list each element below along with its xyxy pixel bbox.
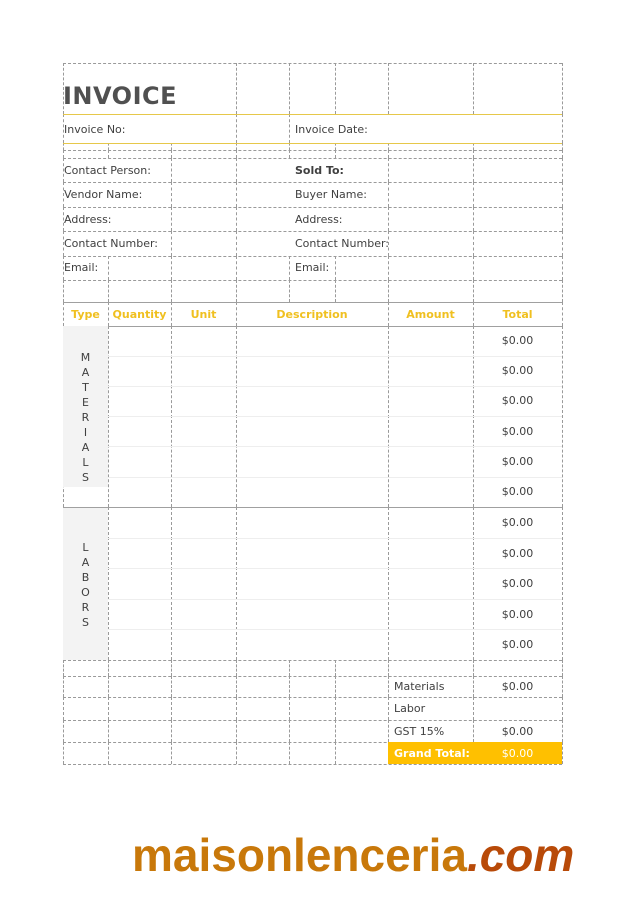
- grid-vline: [562, 326, 563, 507]
- grid-vline: [289, 676, 290, 697]
- grid-vline: [562, 150, 563, 158]
- grid-vline: [388, 143, 389, 150]
- vendor-email-label: Email:: [64, 261, 99, 274]
- grid-vline: [289, 742, 290, 764]
- grid-vline: [171, 280, 172, 302]
- grid-vline: [335, 150, 336, 158]
- grid-vline: [171, 742, 172, 764]
- grid-hline: [108, 416, 562, 417]
- line-total: $0.00: [501, 334, 534, 347]
- grid-vline: [108, 676, 109, 697]
- grid-vline: [289, 63, 290, 114]
- grid-hline: [108, 538, 562, 539]
- materials-type-label: [63, 350, 108, 485]
- type-letter: T: [82, 381, 89, 394]
- type-letter: I: [83, 426, 88, 439]
- grid-vline: [473, 182, 474, 207]
- grid-vline: [473, 660, 474, 676]
- grid-vline: [335, 742, 336, 764]
- col-total: Total: [502, 308, 533, 321]
- type-letter: A: [81, 441, 90, 454]
- summary-materials-value: $0.00: [501, 680, 534, 693]
- type-letter: R: [81, 411, 90, 424]
- grid-vline: [473, 143, 474, 150]
- watermark-name: maisonlenceria: [132, 829, 467, 881]
- summary-materials-label: Materials: [394, 680, 445, 693]
- grid-vline: [108, 720, 109, 742]
- grid-vline: [388, 63, 389, 114]
- grid-vline: [289, 256, 290, 280]
- grid-vline: [473, 158, 474, 182]
- grid-vline: [108, 697, 109, 720]
- grid-vline: [562, 143, 563, 150]
- line-total: $0.00: [501, 516, 534, 529]
- grid-vline: [388, 150, 389, 158]
- type-letter: O: [81, 586, 90, 599]
- grid-vline: [171, 182, 172, 207]
- vendor-address-label: Address:: [64, 213, 112, 226]
- grid-hline: [108, 568, 562, 569]
- grid-vline: [562, 63, 563, 114]
- grid-vline: [63, 720, 64, 742]
- grid-vline: [562, 302, 563, 326]
- col-description: Description: [276, 308, 348, 321]
- type-letter: L: [82, 456, 89, 469]
- grid-vline: [289, 720, 290, 742]
- grid-hline: [63, 280, 562, 281]
- grid-hline: [108, 477, 562, 478]
- grid-vline: [63, 660, 64, 676]
- grid-vline: [63, 280, 64, 302]
- grid-vline: [171, 158, 172, 182]
- grid-hline: [63, 720, 562, 721]
- type-letter: A: [81, 366, 90, 379]
- grid-vline: [108, 280, 109, 302]
- grid-vline: [108, 742, 109, 764]
- grid-vline: [63, 697, 64, 720]
- grid-vline: [335, 676, 336, 697]
- grid-hline: [108, 629, 562, 630]
- grid-vline: [236, 182, 237, 207]
- type-letter: S: [82, 616, 89, 629]
- grid-vline: [335, 660, 336, 676]
- grid-hline: [63, 256, 562, 257]
- grid-vline: [473, 231, 474, 256]
- grid-vline: [562, 114, 563, 143]
- grid-vline: [108, 256, 109, 280]
- line-total: $0.00: [501, 364, 534, 378]
- grid-vline: [108, 143, 109, 150]
- grid-vline: [171, 660, 172, 676]
- watermark-logo: [132, 828, 574, 882]
- grid-hline: [108, 386, 562, 387]
- grid-vline: [171, 150, 172, 158]
- grid-vline: [236, 507, 237, 660]
- grid-vline: [335, 280, 336, 302]
- grid-vline: [236, 742, 237, 764]
- grid-hline: [63, 231, 562, 232]
- grid-vline: [63, 150, 64, 158]
- grid-vline: [335, 256, 336, 280]
- grid-vline: [171, 507, 172, 660]
- grid-vline: [171, 207, 172, 231]
- grid-vline: [171, 231, 172, 256]
- grid-vline: [388, 158, 389, 182]
- grid-vline: [335, 63, 336, 114]
- grid-vline: [63, 143, 64, 150]
- col-quantity: Quantity: [112, 308, 167, 321]
- grid-vline: [108, 660, 109, 676]
- type-letter: A: [81, 556, 90, 569]
- grid-hline: [63, 182, 562, 183]
- buyer-contact-number-label: Contact Number:: [295, 237, 389, 250]
- grid-vline: [171, 143, 172, 150]
- type-letter: M: [80, 351, 91, 364]
- grid-vline: [473, 256, 474, 280]
- col-unit: Unit: [190, 308, 217, 321]
- grid-hline: [63, 764, 562, 765]
- grid-vline: [473, 207, 474, 231]
- grid-vline: [236, 660, 237, 676]
- grid-hline: [63, 63, 562, 64]
- grid-vline: [289, 143, 290, 150]
- grid-vline: [289, 114, 290, 143]
- grand-total-value: $0.00: [501, 747, 534, 760]
- grid-vline: [335, 697, 336, 720]
- grid-vline: [473, 63, 474, 114]
- grid-vline: [236, 231, 237, 256]
- grid-vline: [562, 507, 563, 660]
- type-letter: B: [81, 571, 90, 584]
- grid-vline: [562, 676, 563, 697]
- watermark-tld: .com: [466, 829, 575, 881]
- grid-vline: [236, 63, 237, 114]
- labors-type-label: [63, 540, 108, 630]
- line-total: $0.00: [501, 546, 534, 560]
- summary-labor-label: Labor: [394, 702, 426, 715]
- grid-vline: [388, 660, 389, 676]
- grid-vline: [473, 150, 474, 158]
- vendor-name-label: Vendor Name:: [64, 188, 143, 201]
- buyer-name-label: Buyer Name:: [295, 188, 367, 201]
- grid-vline: [171, 720, 172, 742]
- grid-vline: [236, 256, 237, 280]
- grid-hline: [63, 143, 562, 144]
- grid-vline: [473, 697, 474, 720]
- grid-vline: [473, 280, 474, 302]
- grid-hline: [63, 302, 562, 303]
- line-total: $0.00: [501, 577, 534, 590]
- vendor-contact-number-label: Contact Number:: [64, 237, 158, 250]
- col-type: Type: [71, 308, 100, 321]
- grid-vline: [289, 280, 290, 302]
- grid-hline: [63, 486, 108, 487]
- grid-vline: [289, 697, 290, 720]
- grid-vline: [562, 182, 563, 207]
- grid-hline: [108, 356, 562, 357]
- grid-vline: [171, 697, 172, 720]
- grid-vline: [236, 676, 237, 697]
- grid-vline: [236, 207, 237, 231]
- grand-total-label: Grand Total:: [394, 747, 470, 760]
- grid-vline: [388, 182, 389, 207]
- grid-vline: [335, 143, 336, 150]
- grid-vline: [236, 150, 237, 158]
- grid-vline: [562, 697, 563, 720]
- grid-vline: [63, 676, 64, 697]
- summary-gst-label: GST 15%: [394, 725, 445, 738]
- type-letter: S: [82, 471, 89, 484]
- grid-hline: [63, 697, 562, 698]
- grid-vline: [562, 256, 563, 280]
- grid-vline: [236, 158, 237, 182]
- grid-vline: [236, 114, 237, 143]
- grid-hline: [63, 660, 562, 661]
- line-total: $0.00: [501, 424, 534, 438]
- grid-vline: [236, 143, 237, 150]
- grid-hline: [63, 158, 562, 159]
- grid-vline: [108, 150, 109, 158]
- grid-vline: [562, 660, 563, 676]
- invoice-no-label: Invoice No:: [64, 123, 126, 136]
- grid-vline: [108, 507, 109, 660]
- grid-vline: [388, 507, 389, 660]
- buyer-email-label: Email:: [295, 261, 330, 274]
- buyer-address-label: Address:: [295, 213, 343, 226]
- grid-vline: [236, 697, 237, 720]
- grid-vline: [562, 720, 563, 742]
- grid-hline: [108, 599, 562, 600]
- contact-person-label: Contact Person:: [64, 164, 151, 177]
- grid-vline: [335, 720, 336, 742]
- grid-vline: [388, 207, 389, 231]
- col-amount: Amount: [406, 308, 455, 321]
- grid-vline: [562, 280, 563, 302]
- line-total: $0.00: [501, 638, 534, 651]
- grid-vline: [562, 742, 563, 764]
- grid-hline: [63, 676, 562, 677]
- grid-vline: [236, 280, 237, 302]
- grid-vline: [289, 660, 290, 676]
- grid-vline: [171, 256, 172, 280]
- grid-vline: [388, 720, 389, 742]
- line-total: $0.00: [501, 485, 534, 498]
- grid-hline: [63, 326, 562, 327]
- grid-vline: [236, 720, 237, 742]
- type-letter: E: [82, 396, 89, 409]
- page-title: INVOICE: [63, 82, 178, 110]
- grid-vline: [388, 676, 389, 697]
- grid-vline: [388, 280, 389, 302]
- grid-vline: [562, 231, 563, 256]
- grid-vline: [289, 150, 290, 158]
- line-total: $0.00: [501, 394, 534, 408]
- sold-to-label: Sold To:: [295, 164, 344, 177]
- grid-vline: [562, 207, 563, 231]
- grid-vline: [171, 676, 172, 697]
- grid-hline: [63, 114, 562, 115]
- grid-vline: [63, 742, 64, 764]
- summary-gst-value: $0.00: [501, 725, 534, 738]
- type-letter: R: [81, 601, 90, 614]
- grid-vline: [388, 697, 389, 720]
- grid-hline: [63, 207, 562, 208]
- line-total: $0.00: [501, 607, 534, 621]
- grid-vline: [388, 256, 389, 280]
- grid-hline: [108, 446, 562, 447]
- grid-hline: [63, 507, 562, 508]
- grid-hline: [63, 150, 562, 151]
- grid-vline: [562, 158, 563, 182]
- type-letter: L: [82, 541, 89, 554]
- invoice-date-label: Invoice Date:: [295, 123, 368, 136]
- line-total: $0.00: [501, 454, 534, 468]
